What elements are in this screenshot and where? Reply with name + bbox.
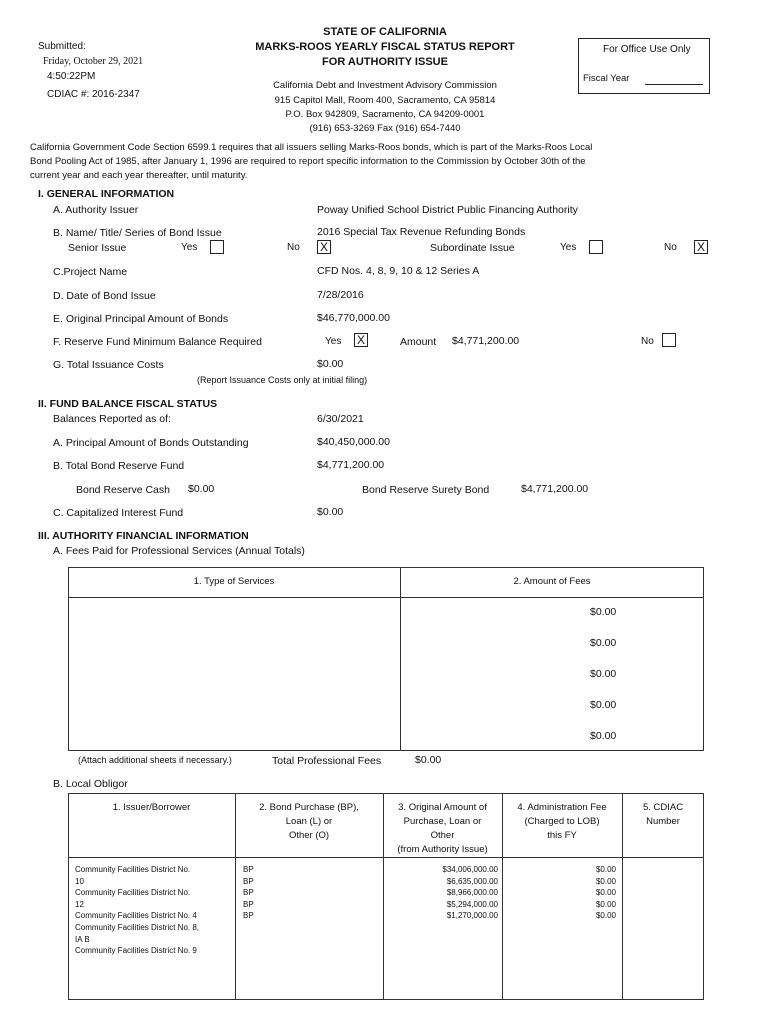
intro-line-1: California Government Code Section 6599.1 requires that all issuers selling Marks-Roos bonds, which is part of the Marks-Roos Local <box>30 142 593 153</box>
surety-bond-value: $4,771,200.00 <box>521 483 589 495</box>
obligor-name-line: Community Facilities District No. <box>75 865 191 874</box>
senior-no-checkbox[interactable]: X <box>317 240 331 254</box>
bond-issue-label: B. Name/ Title/ Series of Bond Issue <box>53 227 222 239</box>
obligor-amount: $34,006,000.00 <box>442 865 498 874</box>
total-professional-fees-label: Total Professional Fees <box>272 755 382 767</box>
agency-address-2: P.O. Box 942809, Sacramento, CA 94209-0001 <box>285 109 485 120</box>
obligor-fee: $0.00 <box>595 876 616 886</box>
reserve-no-label: No <box>641 336 654 347</box>
section-3-heading: III. AUTHORITY FINANCIAL INFORMATION <box>38 530 249 542</box>
obligor-fee-column <box>502 864 616 922</box>
obligor-name-line: Community Facilities District No. 8, <box>75 922 200 932</box>
reserve-yes-label: Yes <box>325 336 342 347</box>
submitted-date: Friday, October 29, 2021 <box>43 56 144 67</box>
balances-as-of-label: Balances Reported as of: <box>53 413 171 425</box>
office-use-title: For Office Use Only <box>603 44 691 55</box>
obligor-header-original-amount: 3. Original Amount of Purchase, Loan or Other (from Authority Issue) <box>397 802 488 855</box>
attach-sheets-note: (Attach additional sheets if necessary.) <box>78 755 232 765</box>
fiscal-year-label: Fiscal Year <box>583 73 630 84</box>
obligor-header-cdiac: 5. CDIAC Number <box>642 802 684 827</box>
principal-amount-label: E. Original Principal Amount of Bonds <box>53 313 229 325</box>
obligor-name-line: Community Facilities District No. 9 <box>75 946 197 956</box>
obligor-name-line: Community Facilities District No. <box>75 888 191 898</box>
fee-amount: $0.00 <box>590 668 617 680</box>
agency-phone: (916) 653-3269 Fax (916) 654-7440 <box>309 123 461 134</box>
state-title: STATE OF CALIFORNIA <box>323 26 447 38</box>
obligor-name-line: 12 <box>75 899 84 909</box>
section-1-heading: I. GENERAL INFORMATION <box>38 188 175 200</box>
fees-col-type-header: 1. Type of Services <box>193 576 275 587</box>
reserve-cash-label: Bond Reserve Cash <box>76 484 170 496</box>
reserve-no-checkbox[interactable] <box>662 333 676 347</box>
fees-header-divider <box>68 597 704 598</box>
obligor-header-divider <box>68 857 704 858</box>
obligor-fee: $0.00 <box>595 888 616 898</box>
issuance-costs-label: G. Total Issuance Costs <box>53 359 164 371</box>
authority-issuer-label: A. Authority Issuer <box>53 204 139 216</box>
balances-as-of-date: 6/30/2021 <box>317 413 364 425</box>
obligor-type: BP <box>243 865 254 874</box>
agency-address-1: 915 Capitol Mall, Room 400, Sacramento, CA 95814 <box>274 95 496 106</box>
obligor-type: BP <box>243 888 254 898</box>
subordinate-yes-label: Yes <box>560 242 577 253</box>
obligor-amount: $6,635,000.00 <box>446 876 498 886</box>
fee-amount: $0.00 <box>590 606 617 618</box>
fee-amount: $0.00 <box>590 730 617 742</box>
intro-line-3: current year and each year thereafter, until maturity. <box>30 170 248 181</box>
reserve-fund-label: F. Reserve Fund Minimum Balance Required <box>53 336 262 348</box>
capitalized-interest-value: $0.00 <box>317 506 344 518</box>
reserve-yes-checkbox[interactable]: X <box>354 333 368 347</box>
subordinate-no-checkbox[interactable]: X <box>694 240 708 254</box>
reserve-amount-label: Amount <box>400 336 437 348</box>
bond-date-value: 7/28/2016 <box>317 289 364 301</box>
obligor-header-purchase-type: 2. Bond Purchase (BP), Loan (L) or Other (O) <box>259 802 359 841</box>
obligor-name-line: 10 <box>75 876 84 886</box>
obligor-header-issuer: 1. Issuer/Borrower <box>112 802 191 813</box>
report-subtitle: FOR AUTHORITY ISSUE <box>322 56 448 68</box>
total-reserve-label: B. Total Bond Reserve Fund <box>53 460 185 472</box>
cdiac-number: CDIAC #: 2016-2347 <box>47 89 140 100</box>
intro-line-2: Bond Pooling Act of 1985, after January 1, 1996 are required to report specific information to the Commission by October 30th of the <box>30 156 586 167</box>
surety-bond-label: Bond Reserve Surety Bond <box>362 484 490 496</box>
obligor-type: BP <box>243 899 254 909</box>
senior-no-label: No <box>287 242 300 253</box>
obligor-name-line: Community Facilities District No. 4 <box>75 911 197 921</box>
fees-section-label: A. Fees Paid for Professional Services (Annual Totals) <box>53 545 305 557</box>
obligor-amount-column <box>383 864 498 922</box>
subordinate-no-label: No <box>664 242 677 253</box>
fees-column-divider <box>400 567 401 751</box>
obligor-type: BP <box>243 911 254 921</box>
bond-date-label: D. Date of Bond Issue <box>53 290 156 302</box>
reserve-cash-value: $0.00 <box>188 483 215 495</box>
report-title: MARKS-ROOS YEARLY FISCAL STATUS REPORT <box>255 41 515 53</box>
bond-issue-value: 2016 Special Tax Revenue Refunding Bonds <box>317 226 526 238</box>
section-2-heading: II. FUND BALANCE FISCAL STATUS <box>38 398 218 410</box>
senior-yes-label: Yes <box>181 242 198 253</box>
principal-outstanding-label: A. Principal Amount of Bonds Outstanding <box>53 437 249 449</box>
principal-outstanding-value: $40,450,000.00 <box>317 436 390 448</box>
obligor-name-line: IA B <box>75 934 90 944</box>
fee-amount: $0.00 <box>590 637 617 649</box>
subordinate-issue-label: Subordinate Issue <box>430 242 515 254</box>
fees-col-amount-header: 2. Amount of Fees <box>513 576 591 587</box>
subordinate-yes-checkbox[interactable] <box>589 240 603 254</box>
fiscal-year-line <box>645 84 703 85</box>
senior-yes-checkbox[interactable] <box>210 240 224 254</box>
obligor-fee: $0.00 <box>595 911 616 921</box>
submitted-label: Submitted: <box>38 41 86 52</box>
obligor-amount: $5,294,000.00 <box>446 899 498 909</box>
issuance-costs-value: $0.00 <box>317 358 344 370</box>
project-name-label: C.Project Name <box>53 266 128 278</box>
obligor-amount: $8,966,000.00 <box>446 888 498 898</box>
capitalized-interest-label: C. Capitalized Interest Fund <box>53 507 184 519</box>
total-reserve-value: $4,771,200.00 <box>317 459 385 471</box>
obligor-issuer-column <box>75 864 199 957</box>
local-obligor-label: B. Local Obligor <box>53 778 128 790</box>
obligor-fee: $0.00 <box>595 899 616 909</box>
project-name-value: CFD Nos. 4, 8, 9, 10 & 12 Series A <box>317 265 480 277</box>
obligor-fee: $0.00 <box>595 865 616 874</box>
fees-table <box>68 567 704 751</box>
obligor-type: BP <box>243 876 254 886</box>
total-professional-fees-value: $0.00 <box>415 754 442 766</box>
issuance-costs-note: (Report Issuance Costs only at initial filing) <box>197 375 368 385</box>
obligor-type-column <box>243 864 254 922</box>
submitted-time: 4:50:22PM <box>47 71 96 82</box>
authority-issuer-value: Poway Unified School District Public Financing Authority <box>317 204 578 216</box>
senior-issue-label: Senior Issue <box>68 242 127 254</box>
principal-amount-value: $46,770,000.00 <box>317 312 390 324</box>
obligor-amount: $1,270,000.00 <box>446 911 498 921</box>
reserve-amount-value: $4,771,200.00 <box>452 335 520 347</box>
fee-amount: $0.00 <box>590 699 617 711</box>
obligor-header-admin-fee: 4. Administration Fee (Charged to LOB) this FY <box>517 802 607 841</box>
agency-name: California Debt and Investment Advisory Commission <box>273 80 497 91</box>
